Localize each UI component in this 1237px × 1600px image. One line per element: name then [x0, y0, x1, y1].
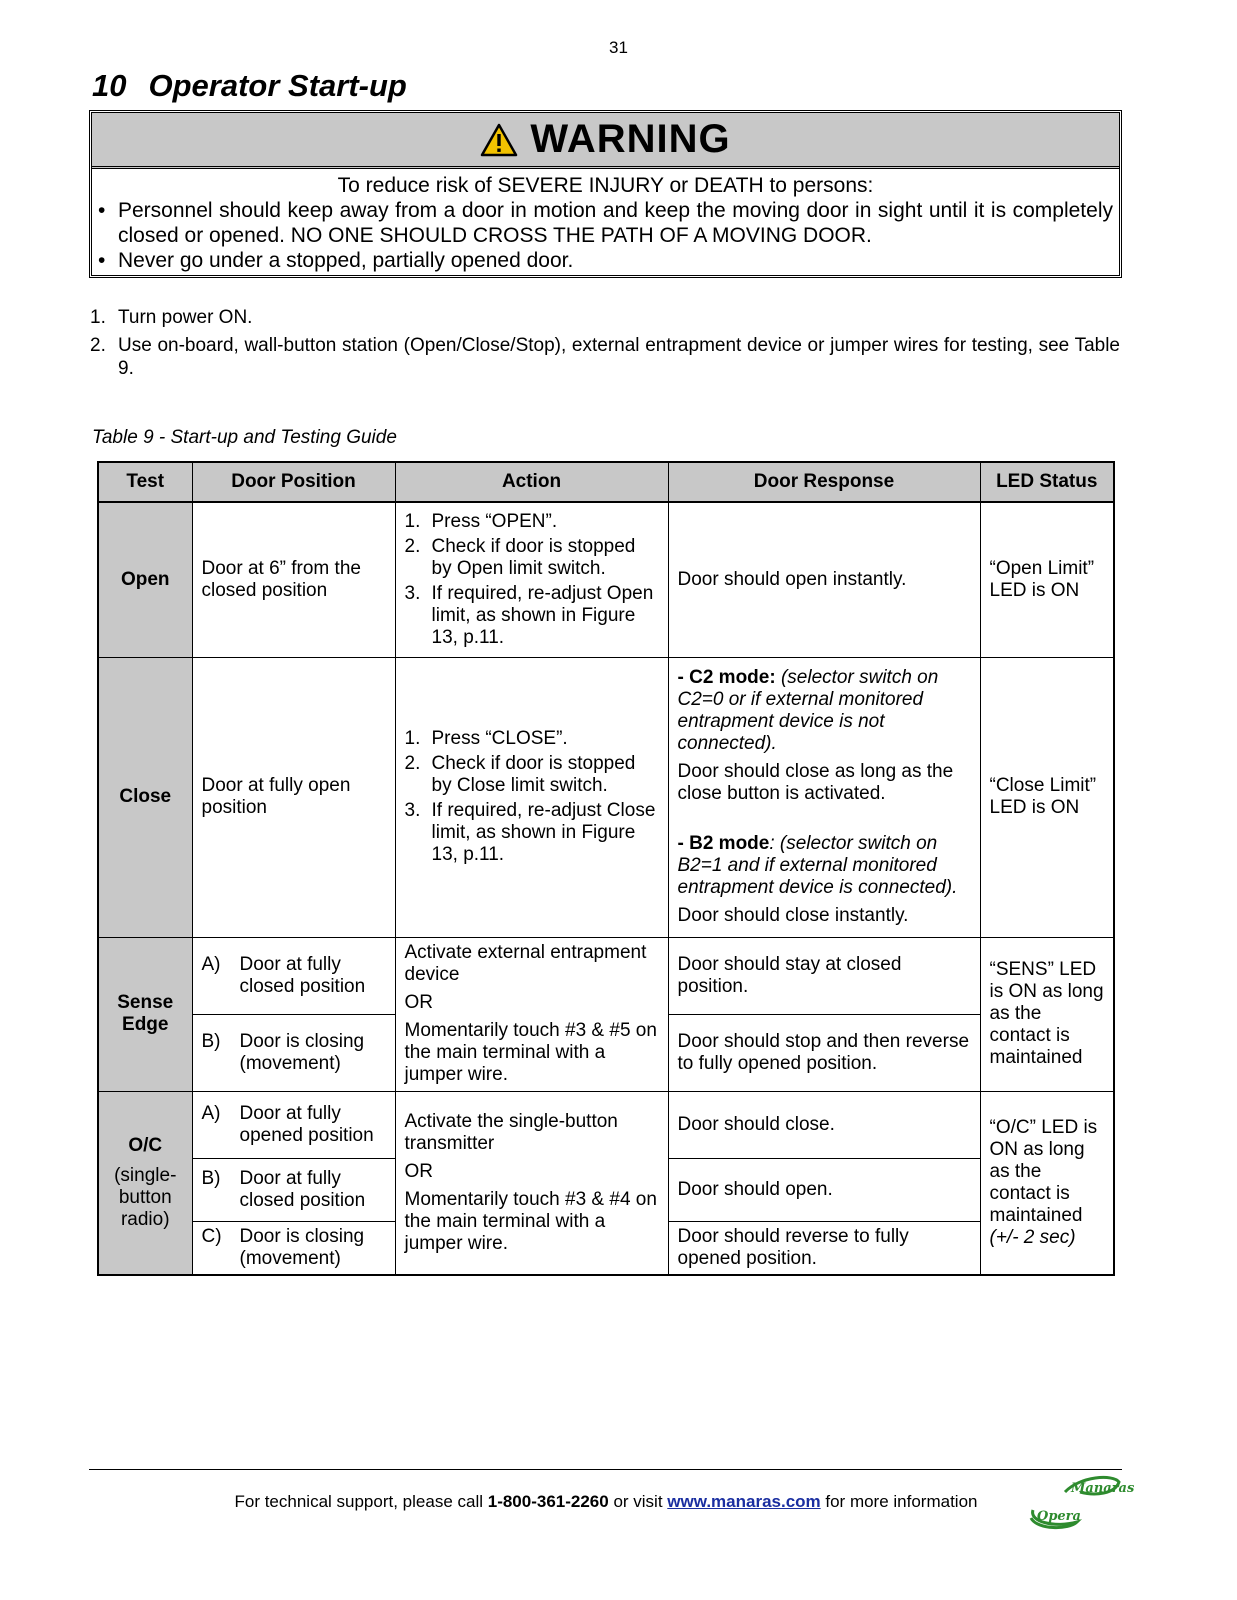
header-led-status: LED Status: [980, 462, 1114, 502]
option-text: Door is closing (movement): [239, 1225, 365, 1269]
response-sense-a: Door should stay at closed position.: [668, 937, 980, 1014]
action-number: 3.: [404, 582, 421, 604]
warning-bullet-text: Never go under a stopped, partially opened door.: [118, 249, 574, 272]
header-door-response: Door Response: [668, 462, 980, 502]
header-test: Test: [98, 462, 192, 502]
action-text: Check if door is stopped by Close limit switch.: [431, 753, 636, 796]
logo-text-top: Manaras: [1071, 1481, 1135, 1496]
action-text: If required, re-adjust Close limit, as shown in Figure 13, p.11.: [431, 800, 656, 865]
table-caption: Table 9 - Start-up and Testing Guide: [92, 427, 397, 448]
action-line: Activate the single-button transmitter: [404, 1110, 618, 1154]
action-close: [395, 657, 668, 937]
action-text: If required, re-adjust Open limit, as shown in Figure 13, p.11.: [431, 582, 654, 648]
bullet-dot: •: [98, 199, 106, 222]
support-phone: 1-800-361-2260: [487, 1492, 609, 1511]
c2-mode-note: (selector switch on C2=0 or if external monitored entrapment device is not connected).: [677, 667, 939, 754]
option-text: Door at fully closed position: [239, 1167, 366, 1211]
header-action: Action: [395, 462, 668, 502]
action-item: [405, 536, 659, 580]
section-title-text: Operator Start-up: [148, 68, 407, 103]
page-number: 31: [609, 38, 628, 57]
response-open: Door should open instantly.: [668, 502, 980, 657]
test-oc-label: O/C: [128, 1134, 163, 1156]
warning-intro: To reduce risk of SEVERE INJURY or DEATH to persons:: [337, 174, 874, 197]
option-letter: B): [201, 1030, 221, 1052]
position-sense-a: [192, 937, 395, 1014]
position-sense-b: [192, 1014, 395, 1091]
footer-text-part: or visit: [608, 1492, 668, 1511]
row-close: [98, 657, 1114, 937]
action-text: Check if door is stopped by Open limit switch.: [431, 535, 636, 579]
table-header-row: [98, 462, 1114, 502]
option-letter: C): [201, 1225, 222, 1247]
warning-bullet: [98, 248, 1113, 273]
led-oc-note: (+/- 2 sec): [989, 1226, 1076, 1248]
step-item: [90, 334, 1120, 380]
footer-divider: [89, 1469, 1122, 1470]
step-number: 1.: [90, 307, 106, 328]
row-oc-a: [98, 1091, 1114, 1158]
action-or: OR: [404, 1160, 433, 1182]
b2-mode-line: [678, 833, 971, 899]
action-line: Momentarily touch #3 & #4 on the main terminal with a jumper wire.: [404, 1188, 657, 1254]
response-sense-b: Door should stop and then reverse to fully opened position.: [668, 1014, 980, 1091]
step-number: 2.: [90, 335, 106, 356]
test-oc: [98, 1091, 192, 1275]
action-or: OR: [404, 992, 433, 1013]
led-open: “Open Limit” LED is ON: [980, 502, 1114, 657]
warning-bullet-text: Personnel should keep away from a door in motion and keep the moving door in sight until it is completely closed or opened. NO ONE SHOULD CROSS THE PATH OF A MOVING DOOR.: [118, 199, 1113, 247]
option-text: Door at fully opened position: [239, 1102, 374, 1146]
warning-header: [92, 113, 1119, 169]
option-letter: B): [201, 1167, 221, 1189]
warning-triangle-icon: [480, 123, 518, 157]
startup-steps: [90, 306, 1120, 385]
test-close: Close: [98, 657, 192, 937]
option-letter: A): [201, 953, 221, 975]
position-open: Door at 6” from the closed position: [192, 502, 395, 657]
startup-testing-table: [97, 461, 1115, 1276]
step-text: Turn power ON.: [118, 307, 253, 328]
action-open: [395, 502, 668, 657]
website-link[interactable]: www.manaras.com: [667, 1492, 821, 1511]
action-text: Press “OPEN”.: [431, 510, 558, 532]
option-text: Door is closing (movement): [239, 1030, 365, 1074]
position-close: Door at fully open position: [192, 657, 395, 937]
row-sense-edge-a: [98, 937, 1114, 1014]
action-item: [405, 753, 659, 797]
c2-mode-response: Door should close as long as the close button is activated.: [677, 761, 954, 804]
action-item: [405, 728, 659, 750]
option-letter: A): [201, 1102, 221, 1124]
action-item: [405, 583, 659, 649]
action-line: Momentarily touch #3 & #5 on the main terminal with a jumper wire.: [404, 1020, 657, 1085]
test-sense-edge: Sense Edge: [98, 937, 192, 1091]
bullet-dot: •: [98, 249, 106, 272]
b2-mode-note: : (selector switch on B2=1 and if external monitored entrapment device is connected).: [677, 833, 958, 898]
section-number: 10: [92, 68, 127, 103]
action-oc: [395, 1091, 668, 1275]
c2-mode-line: [678, 667, 971, 755]
action-number: 1.: [404, 728, 421, 749]
b2-mode-response: Door should close instantly.: [677, 905, 909, 926]
footer-text-part: for more information: [820, 1492, 978, 1511]
action-number: 2.: [404, 753, 421, 774]
header-door-position: Door Position: [192, 462, 395, 502]
row-open: [98, 502, 1114, 657]
step-item: [90, 306, 1120, 329]
led-close: “Close Limit” LED is ON: [980, 657, 1114, 937]
c2-mode-label: - C2 mode:: [677, 667, 776, 688]
action-text: Press “CLOSE”.: [431, 728, 568, 749]
action-item: [405, 800, 659, 866]
option-text: Door at fully closed position: [239, 953, 366, 997]
response-oc-a: Door should close.: [668, 1091, 980, 1158]
position-oc-b: [192, 1158, 395, 1221]
section-title: [92, 68, 407, 104]
position-oc-a: [192, 1091, 395, 1158]
response-oc-c: Door should reverse to fully opened position.: [668, 1221, 980, 1275]
led-oc-text: “O/C” LED is ON as long as the contact is maintained: [989, 1116, 1098, 1226]
response-close: [668, 657, 980, 937]
action-line: Activate external entrapment device: [404, 942, 647, 985]
action-item: [405, 511, 659, 533]
action-number: 3.: [404, 800, 421, 821]
led-oc: [980, 1091, 1114, 1275]
response-oc-b: Door should open.: [668, 1158, 980, 1221]
warning-body: [92, 169, 1119, 273]
warning-heading: WARNING: [530, 117, 731, 161]
test-open: Open: [98, 502, 192, 657]
action-number: 2.: [404, 535, 421, 557]
warning-box: [89, 110, 1122, 278]
step-text: Use on-board, wall-button station (Open/Close/Stop), external entrapment device or jumper wires for testing, see Table 9.: [118, 335, 1120, 379]
b2-mode-label: - B2 mode: [677, 833, 770, 854]
test-oc-sub: (single-button radio): [114, 1164, 177, 1230]
action-number: 1.: [404, 510, 421, 532]
warning-bullet: [98, 198, 1113, 248]
position-oc-c: [192, 1221, 395, 1275]
logo-text-bottom: Opera: [1037, 1509, 1081, 1524]
led-sense-edge: “SENS” LED is ON as long as the contact is maintained: [980, 937, 1114, 1091]
action-sense-edge: [395, 937, 668, 1091]
manaras-opera-logo: [1025, 1472, 1135, 1530]
footer-text-part: For technical support, please call: [234, 1492, 488, 1511]
